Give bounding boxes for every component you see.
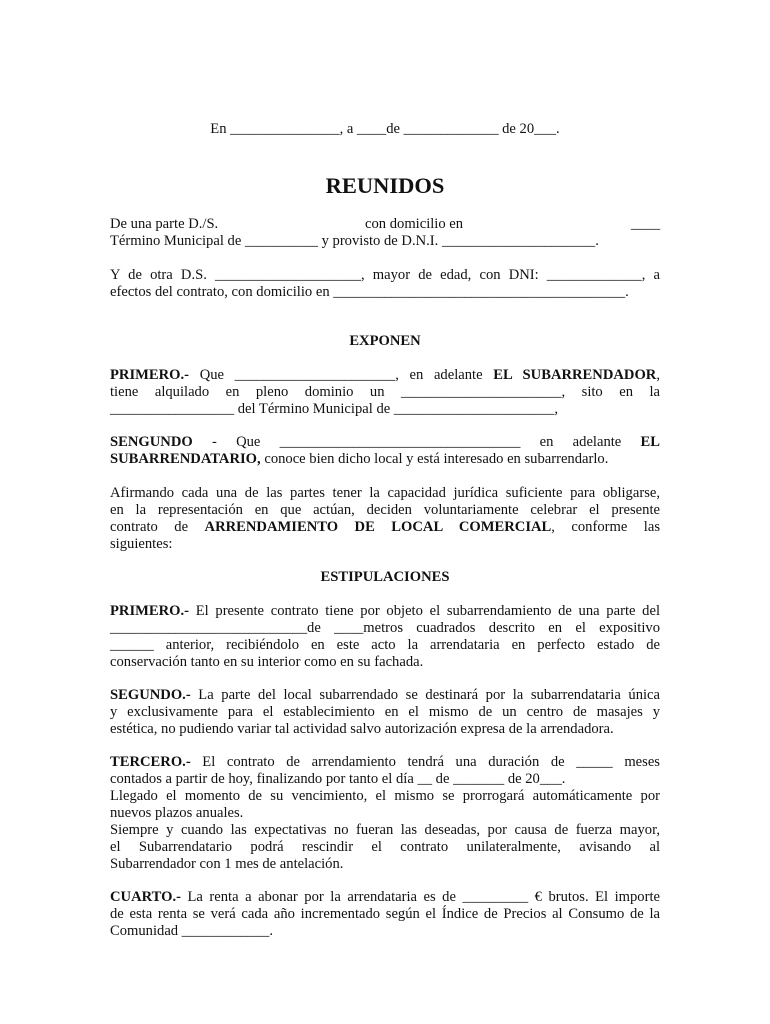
estip-primero-line2: ___________________________de ____metros cuadrados descrito en el expositivo [110,620,660,636]
contract-type-term: ARRENDAMIENTO DE LOCAL COMERCIAL [204,519,552,535]
afirmando-line3-start: contrato de [110,519,205,535]
part1-right-blank: ____ [630,216,660,232]
exponen-segundo-line2 [110,451,660,468]
document-page [110,0,660,1024]
estip-primero-line4: conservación tanto en su interior como en su fachada. [110,654,424,670]
estip-segundo-line3: estética, no pudiendo variar tal actividad salvo autorización expresa de la arrendadora. [110,721,614,737]
estip-cuarto-line2: de esta renta se verá cada año incrementado según el Índice de Precios al Consumo de la [110,906,660,922]
comma: , [656,367,660,383]
reunidos-part2-line1: Y de otra D.S. ____________________, mayor de edad, con DNI: _____________, a [110,267,660,283]
subarrendador-term: EL SUBARRENDADOR [493,367,657,383]
afirmando-line3-end: , conforme las [551,519,661,535]
exponen-title: EXPONEN [349,333,421,349]
estipulaciones-title: ESTIPULACIONES [320,569,450,585]
estip-tercero-text: El contrato de arrendamiento tendrá una duración de _____ meses [190,754,660,770]
estip-tercero-line6: el Subarrendatario podrá rescindir el contrato unilateralmente, avisando al [110,839,660,855]
el-term: EL [640,434,660,450]
exponen-primero-line3: _________________ del Término Municipal de ______________________, [110,401,559,417]
estip-tercero-line1 [110,754,660,771]
estip-tercero-label: TERCERO.- [110,754,191,770]
estip-segundo-line2: y exclusivamente para el establecimiento en el mismo de un centro de masajes y [110,704,660,720]
estip-cuarto-line1 [110,889,660,906]
exponen-segundo-line2-text: conoce bien dicho local y está interesado en subarrendarlo. [260,451,609,467]
afirmando-line4: siguientes: [110,536,173,552]
exponen-segundo-line1 [110,434,660,451]
estip-tercero-line4: nuevos plazos anuales. [110,805,244,821]
afirmando-line3 [110,519,660,536]
estip-tercero-line5: Siempre y cuando las expectativas no fueran las deseadas, por causa de fuerza mayor, [110,822,660,838]
exponen-primero-line2: tiene alquilado en pleno dominio un ______________________, sito en la [110,384,660,400]
estip-tercero-line7: Subarrendador con 1 mes de antelación. [110,856,344,872]
estip-primero-line1 [110,603,660,620]
estip-cuarto-text: La renta a abonar por la arrendataria es de _________ € brutos. El importe [180,889,660,905]
estip-tercero-line3: Llegado el momento de su vencimiento, el mismo se prorrogará automáticamente por [110,788,660,804]
estip-primero-label: PRIMERO.- [110,603,190,619]
reunidos-part2-line2: efectos del contrato, con domicilio en ________________________________________. [110,284,629,300]
exponen-primero-line1 [110,367,660,384]
reunidos-part1-line2: Término Municipal de __________ y provisto de D.N.I. _____________________. [110,233,599,249]
afirmando-line1: Afirmando cada una de las partes tener la capacidad jurídica suficiente para obligarse, [110,485,660,501]
estip-segundo-label: SEGUNDO.- [110,687,191,703]
estip-primero-line3: ______ anterior, recibiéndolo en este acto la arrendataria en perfecto estado de [110,637,660,653]
estip-segundo-line1 [110,687,660,704]
part1-mid-text: con domicilio en [365,216,464,232]
exponen-primero-label: PRIMERO.- [110,367,190,383]
date-line: En _______________, a ____de _____________ de 20___. [210,121,560,137]
estip-primero-text: El presente contrato tiene por objeto el subarrendamiento de una parte del [189,603,660,619]
exponen-segundo-text: - Que _________________________________ en adelante [192,434,641,450]
reunidos-title: REUNIDOS [325,173,445,198]
estip-cuarto-label: CUARTO.- [110,889,181,905]
estip-tercero-line2: contados a partir de hoy, finalizando por tanto el día __ de _______ de 20___. [110,771,566,787]
estip-cuarto-line3: Comunidad ____________. [110,923,273,939]
exponen-segundo-label: SENGUNDO [110,434,193,450]
part1-left-text: De una parte D./S. [110,216,219,232]
estip-segundo-text: La parte del local subarrendado se destinará por la subarrendataria única [190,687,660,703]
afirmando-line2: en la representación en que actúan, deciden voluntariamente celebrar el presente [110,502,660,518]
exponen-primero-text: Que ______________________, en adelante [189,367,494,383]
reunidos-part1-line1 [110,216,660,233]
subarrendatario-term: SUBARRENDATARIO, [110,451,261,467]
